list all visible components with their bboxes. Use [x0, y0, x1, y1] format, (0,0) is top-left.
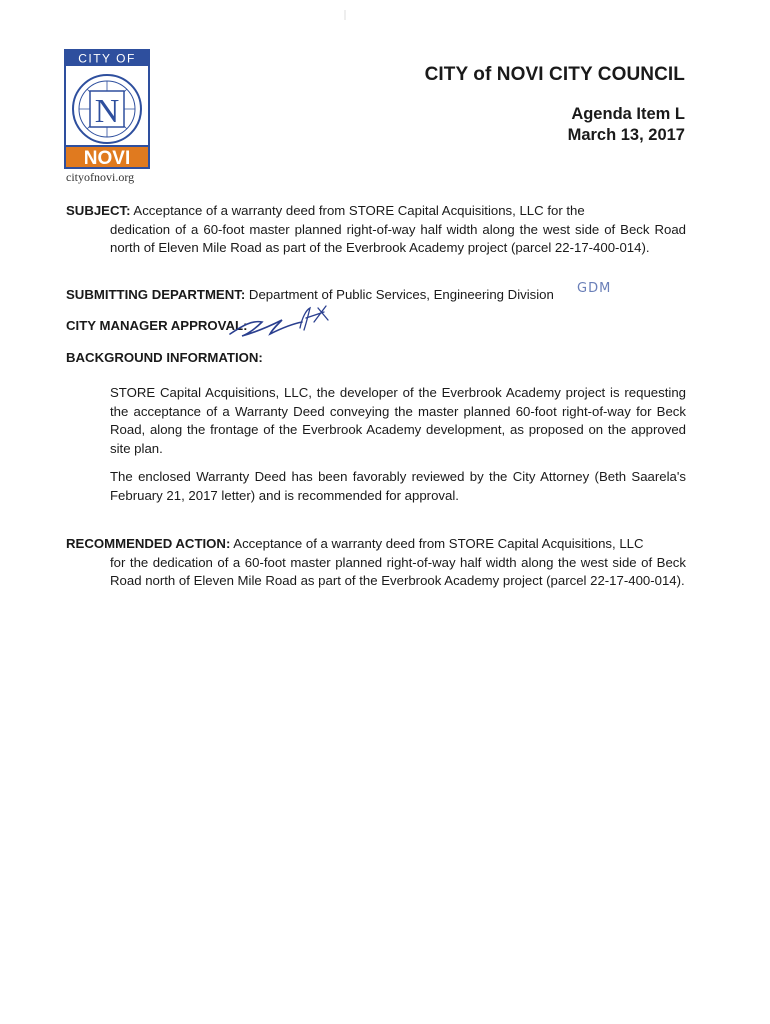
logo-bottom-text: NOVI: [83, 148, 131, 169]
agenda-date: March 13, 2017: [567, 126, 685, 144]
subject-line1: Acceptance of a warranty deed from STORE Capital Acquisitions, LLC for the: [133, 203, 585, 218]
department-label: SUBMITTING DEPARTMENT:: [66, 287, 246, 302]
recommended-section: [66, 535, 686, 591]
subject-label: SUBJECT:: [66, 203, 131, 218]
background-paragraph: The enclosed Warranty Deed has been favorably reviewed by the City Attorney (Beth Saarela's February 21, 2017 letter) and is recommended for approval.: [110, 469, 686, 503]
background-paragraph: STORE Capital Acquisitions, LLC, the developer of the Everbrook Academy project is requesting the acceptance of a Warranty Deed conveying the master planned 60-foot right-of-way for Beck Road, along the frontage of the Everbrook Academy development, as proposed on the approved site plan.: [110, 385, 686, 456]
scan-mark: [344, 10, 346, 20]
agenda-item: Agenda Item L: [571, 105, 685, 123]
recommended-label: RECOMMENDED ACTION:: [66, 536, 231, 551]
background-label: BACKGROUND INFORMATION:: [66, 350, 263, 365]
manager-signature: [226, 298, 336, 342]
subject-text: dedication of a 60-foot master planned right-of-way half width along the west side of Beck Road north of Eleven Mile Road as part of the Everbrook Academy project (parcel 22-17-400-014).: [110, 221, 686, 255]
approval-section: [66, 318, 247, 333]
recommended-text: for the dedication of a 60-foot master planned right-of-way half width along the west side of Beck Road north of Eleven Mile Road as part of the Everbrook Academy project (parcel 22-17-400-014).: [110, 554, 686, 588]
department-initials: GDM: [577, 281, 612, 296]
department-value: Department of Public Services, Engineering Division: [248, 287, 554, 302]
approval-label: CITY MANAGER APPROVAL:: [66, 318, 248, 333]
city-logo: [64, 49, 150, 169]
logo-top-text: CITY OF: [78, 51, 136, 66]
subject-section: [66, 202, 686, 258]
council-title: CITY of NOVI CITY COUNCIL: [424, 64, 685, 85]
recommended-line1: Acceptance of a warranty deed from STORE Capital Acquisitions, LLC: [233, 536, 644, 551]
logo-monogram: N: [94, 93, 120, 130]
logo-url: cityofnovi.org: [66, 170, 135, 184]
